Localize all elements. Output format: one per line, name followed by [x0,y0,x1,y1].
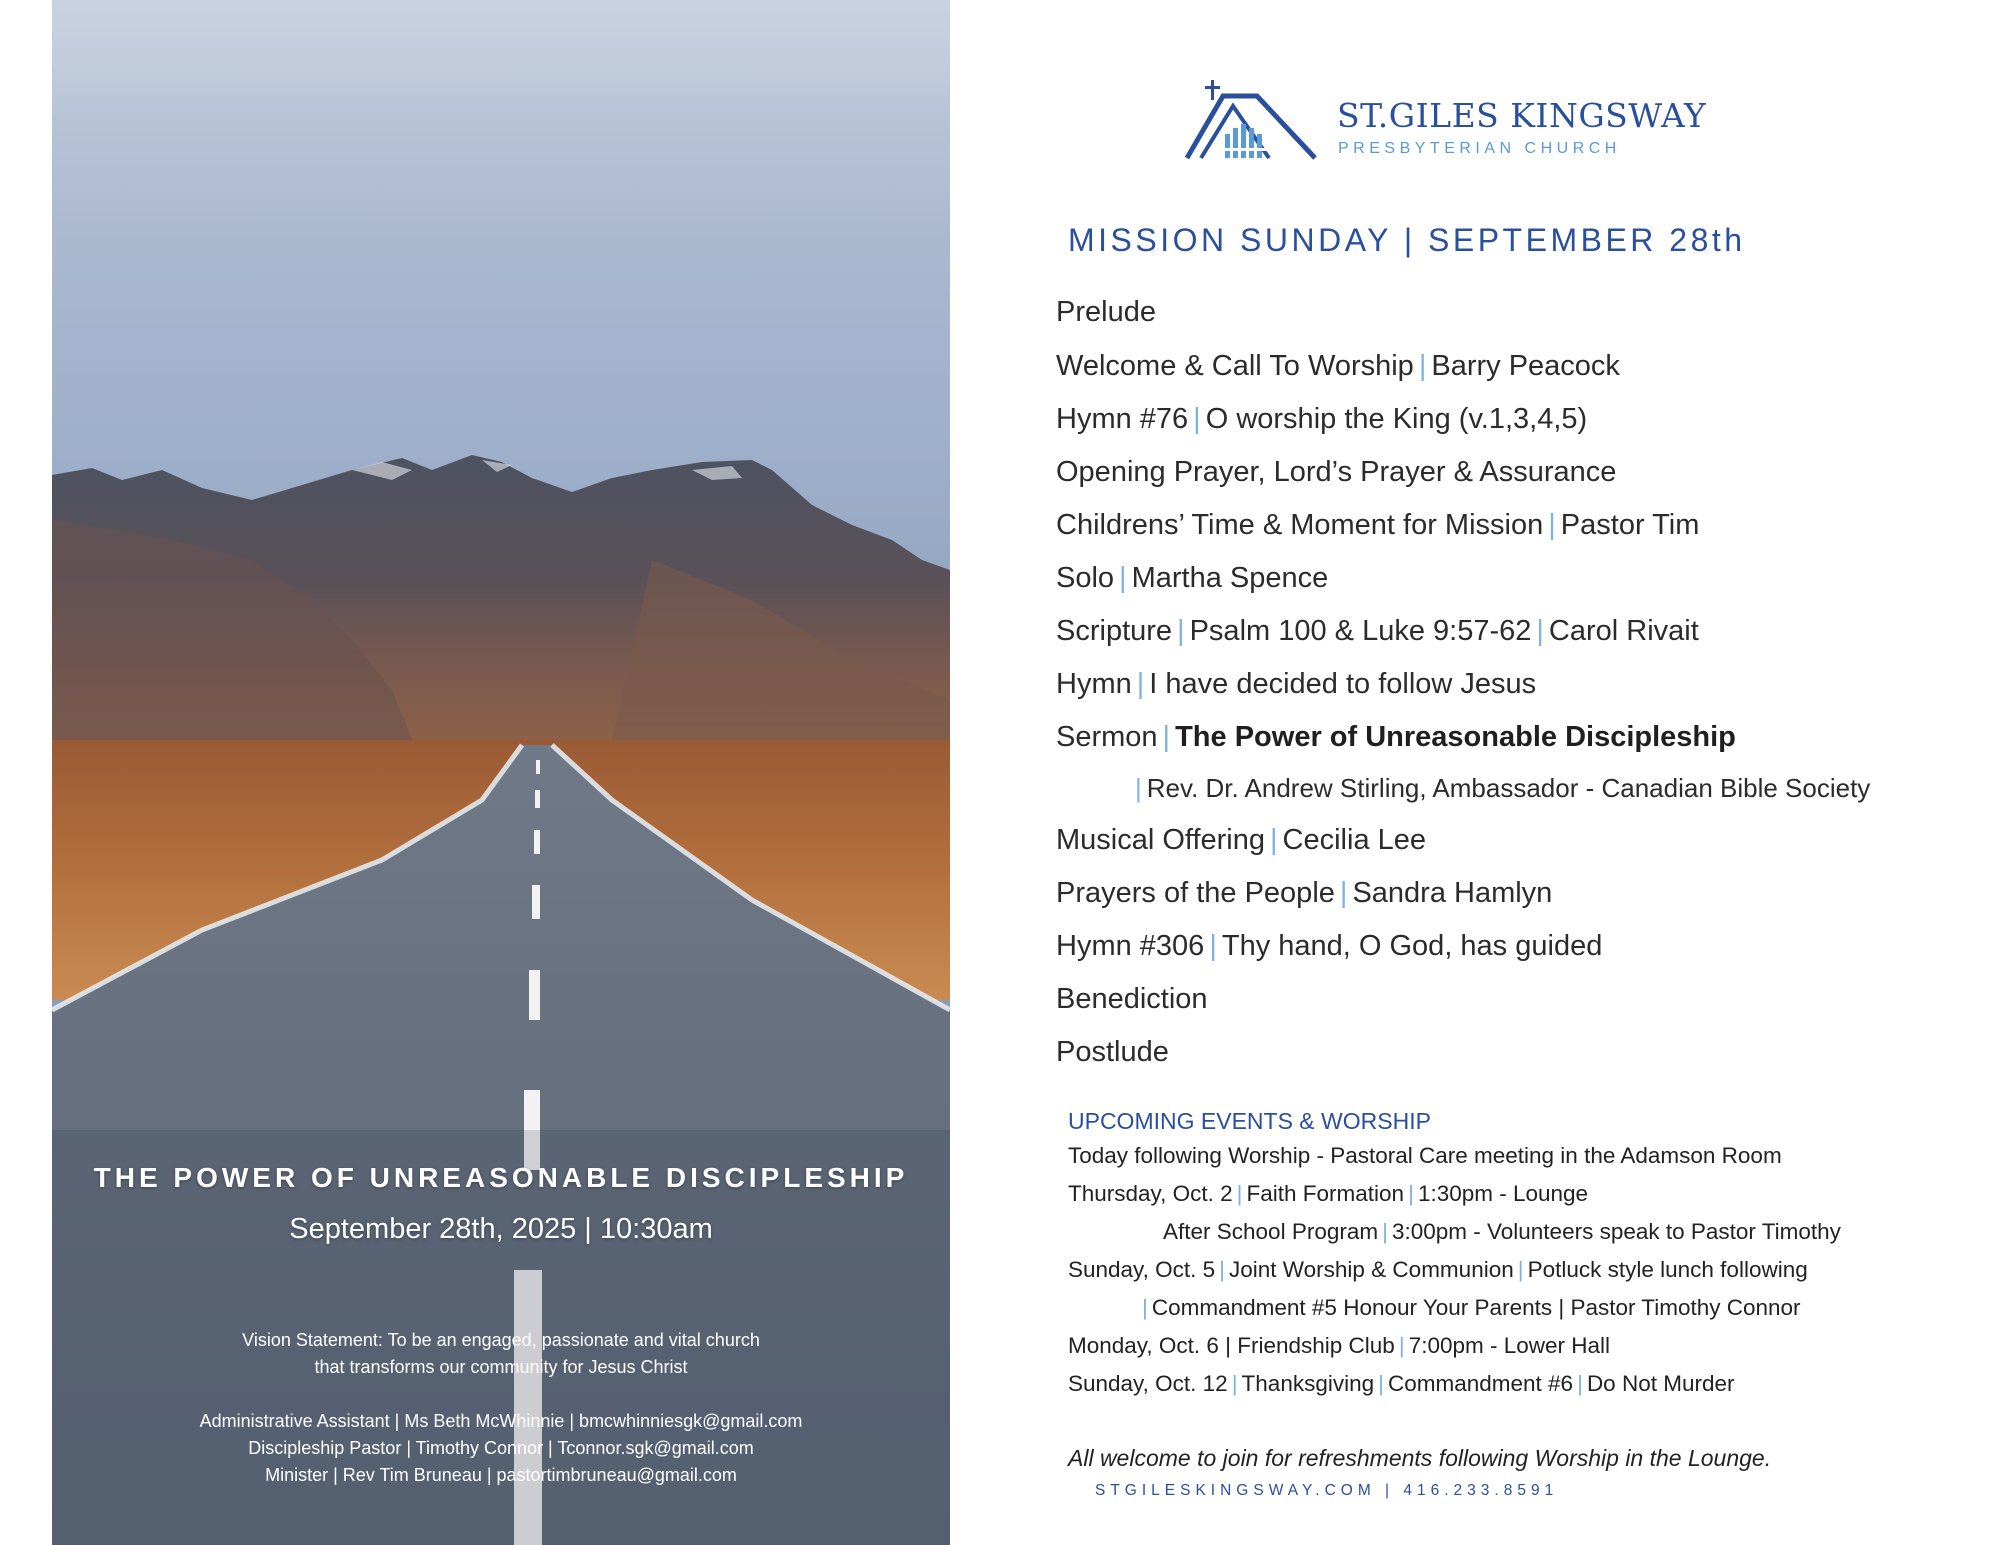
service-item: Prayers of the People | Sandra Hamlyn [1056,877,1553,909]
cover-title: THE POWER OF UNREASONABLE DISCIPLESHIP [93,1162,909,1193]
church-subtitle: PRESBYTERIAN CHURCH [1338,140,1621,157]
event-line: Today following Worship - Pastoral Care meeting in the Adamson Room [1068,1143,1782,1168]
service-item: Hymn #76 | O worship the King (v.1,3,4,5) [1056,403,1588,435]
service-item: Welcome & Call To Worship | Barry Peacock [1056,350,1620,382]
event-line: After School Program | 3:00pm - Volunteers speak to Pastor Timothy [1163,1219,1841,1244]
welcome-note: All welcome to join for refreshments following Worship in the Lounge. [1068,1445,1772,1471]
staff-contact-line: Minister | Rev Tim Bruneau | pastortimbruneau@gmail.com [265,1465,737,1485]
sermon-title: The Power of Unreasonable Discipleship [1175,721,1736,753]
service-item: Scripture | Psalm 100 & Luke 9:57-62 | Carol Rivait [1056,615,1699,647]
service-item: Prelude [1056,296,1156,328]
service-item: Musical Offering | Cecilia Lee [1056,824,1427,856]
service-item: Benediction [1056,983,1208,1015]
service-item: Solo | Martha Spence [1056,562,1329,594]
sermon-preacher: | Rev. Dr. Andrew Stirling, Ambassador - Canadian Bible Society [1135,773,1871,803]
event-line: Thursday, Oct. 2 | Faith Formation | 1:30pm - Lounge [1068,1181,1589,1206]
cover-date-time: September 28th, 2025 | 10:30am [289,1213,713,1245]
vision-statement-line: Vision Statement: To be an engaged, passionate and vital church [242,1330,760,1350]
event-line: | Commandment #5 Honour Your Parents | Pastor Timothy Connor [1142,1295,1801,1320]
vision-statement-line: that transforms our community for Jesus Christ [314,1357,688,1377]
church-logo [1185,78,1745,163]
event-line: Monday, Oct. 6 | Friendship Club | 7:00pm - Lower Hall [1068,1333,1611,1358]
cover-photo-panel [52,0,950,1545]
event-line: Sunday, Oct. 5 | Joint Worship & Communion | Potluck style lunch following [1068,1257,1808,1282]
church-roof-cross-icon [1185,78,1325,163]
service-item-sermon: Sermon | The Power of Unreasonable Discipleship [1056,721,1736,753]
website-phone-line: STGILESKINGSWAY.COM | 416.233.8591 [1095,1482,1559,1499]
service-item: Hymn #306 | Thy hand, O God, has guided [1056,930,1603,962]
church-name: ST.GILES KINGSWAY [1337,96,1707,135]
service-item: Hymn | I have decided to follow Jesus [1056,668,1537,700]
service-item: Childrens’ Time & Moment for Mission | Pastor Tim [1056,509,1700,541]
service-item: Opening Prayer, Lord’s Prayer & Assurance [1056,456,1617,488]
staff-contact-line: Administrative Assistant | Ms Beth McWhinnie | bmcwhinniesgk@gmail.com [199,1411,803,1431]
events-heading: UPCOMING EVENTS & WORSHIP [1068,1108,1431,1134]
event-line: Sunday, Oct. 12 | Thanksgiving | Commandment #6 | Do Not Murder [1068,1371,1735,1396]
mountain-road-photo [52,0,950,1545]
staff-contact-line: Discipleship Pastor | Timothy Connor | Tconnor.sgk@gmail.com [248,1438,754,1458]
service-heading: MISSION SUNDAY | SEPTEMBER 28th [1068,222,1746,258]
service-item: Postlude [1056,1036,1169,1068]
